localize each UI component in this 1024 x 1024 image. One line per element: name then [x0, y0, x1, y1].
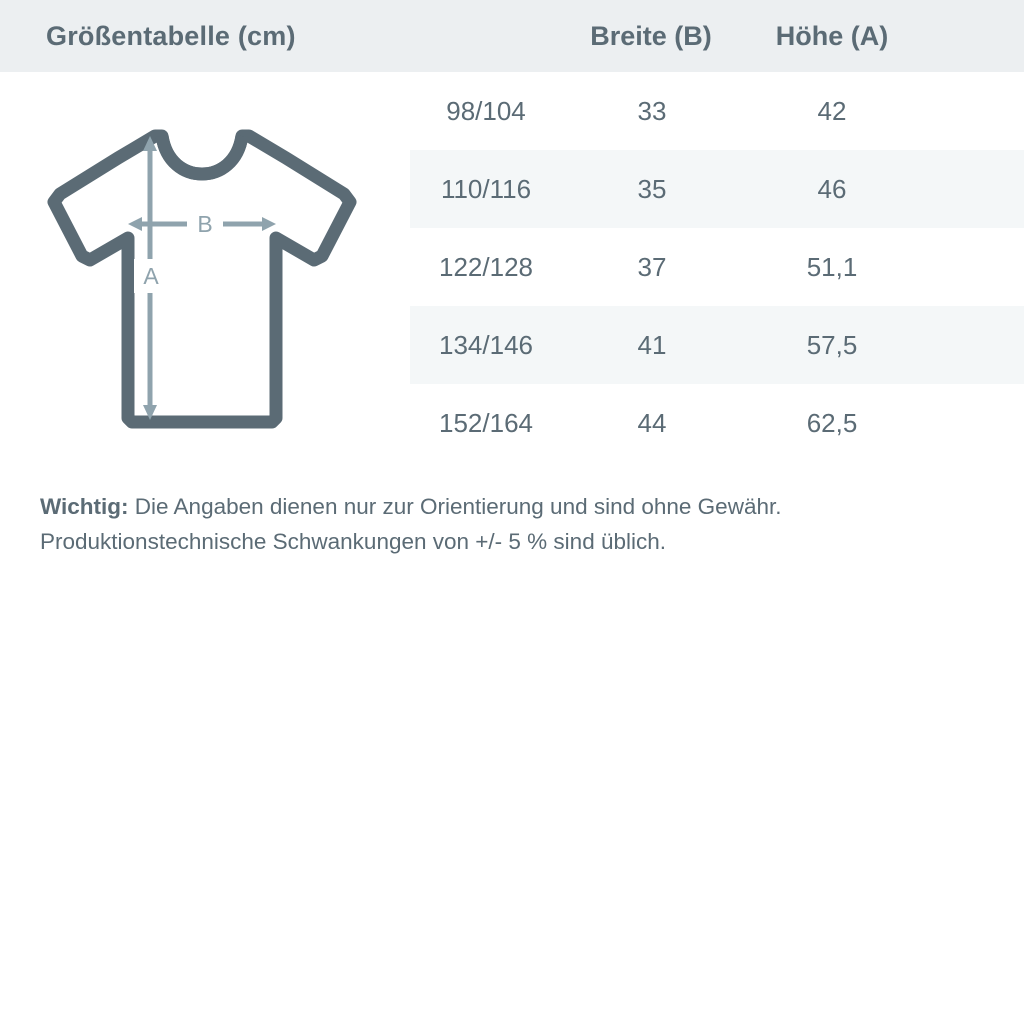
size-chart-body — [0, 72, 1024, 464]
table-row — [410, 72, 1024, 150]
cell-height: 46 — [817, 173, 847, 204]
table-row — [410, 228, 1024, 306]
column-header-width: Breite (B) — [590, 20, 712, 51]
cell-height: 42 — [817, 95, 847, 126]
table-row — [410, 384, 1024, 462]
disclaimer-note — [0, 464, 1024, 560]
table-row — [410, 150, 1024, 228]
cell-size: 110/116 — [440, 173, 532, 204]
height-label: A — [143, 263, 159, 289]
size-table — [410, 72, 1024, 464]
cell-width: 35 — [637, 173, 667, 204]
disclaimer-line-2: Produktionstechnische Schwankungen von +/- 5 % sind üblich. — [40, 528, 667, 554]
disclaimer-line-1: Die Angaben dienen nur zur Orientierung und sind ohne Gewähr. — [128, 494, 782, 519]
cell-height: 51,1 — [806, 251, 858, 282]
cell-size: 98/104 — [446, 95, 526, 126]
cell-height: 62,5 — [806, 407, 858, 438]
page-title: Größentabelle (cm) — [46, 20, 296, 51]
cell-size: 122/128 — [439, 251, 533, 282]
tshirt-icon — [42, 122, 372, 452]
cell-width: 44 — [637, 407, 667, 438]
cell-height: 57,5 — [806, 329, 858, 360]
cell-width: 41 — [637, 329, 667, 360]
cell-width: 33 — [637, 95, 667, 126]
column-header-height: Höhe (A) — [775, 20, 889, 51]
size-chart-header — [0, 0, 1024, 72]
disclaimer-lead: Wichtig: — [40, 494, 129, 519]
cell-size: 134/146 — [439, 329, 533, 360]
width-label: B — [197, 211, 213, 237]
cell-size: 152/164 — [439, 407, 533, 438]
cell-width: 37 — [637, 251, 667, 282]
table-row — [410, 306, 1024, 384]
tshirt-diagram — [0, 72, 410, 464]
